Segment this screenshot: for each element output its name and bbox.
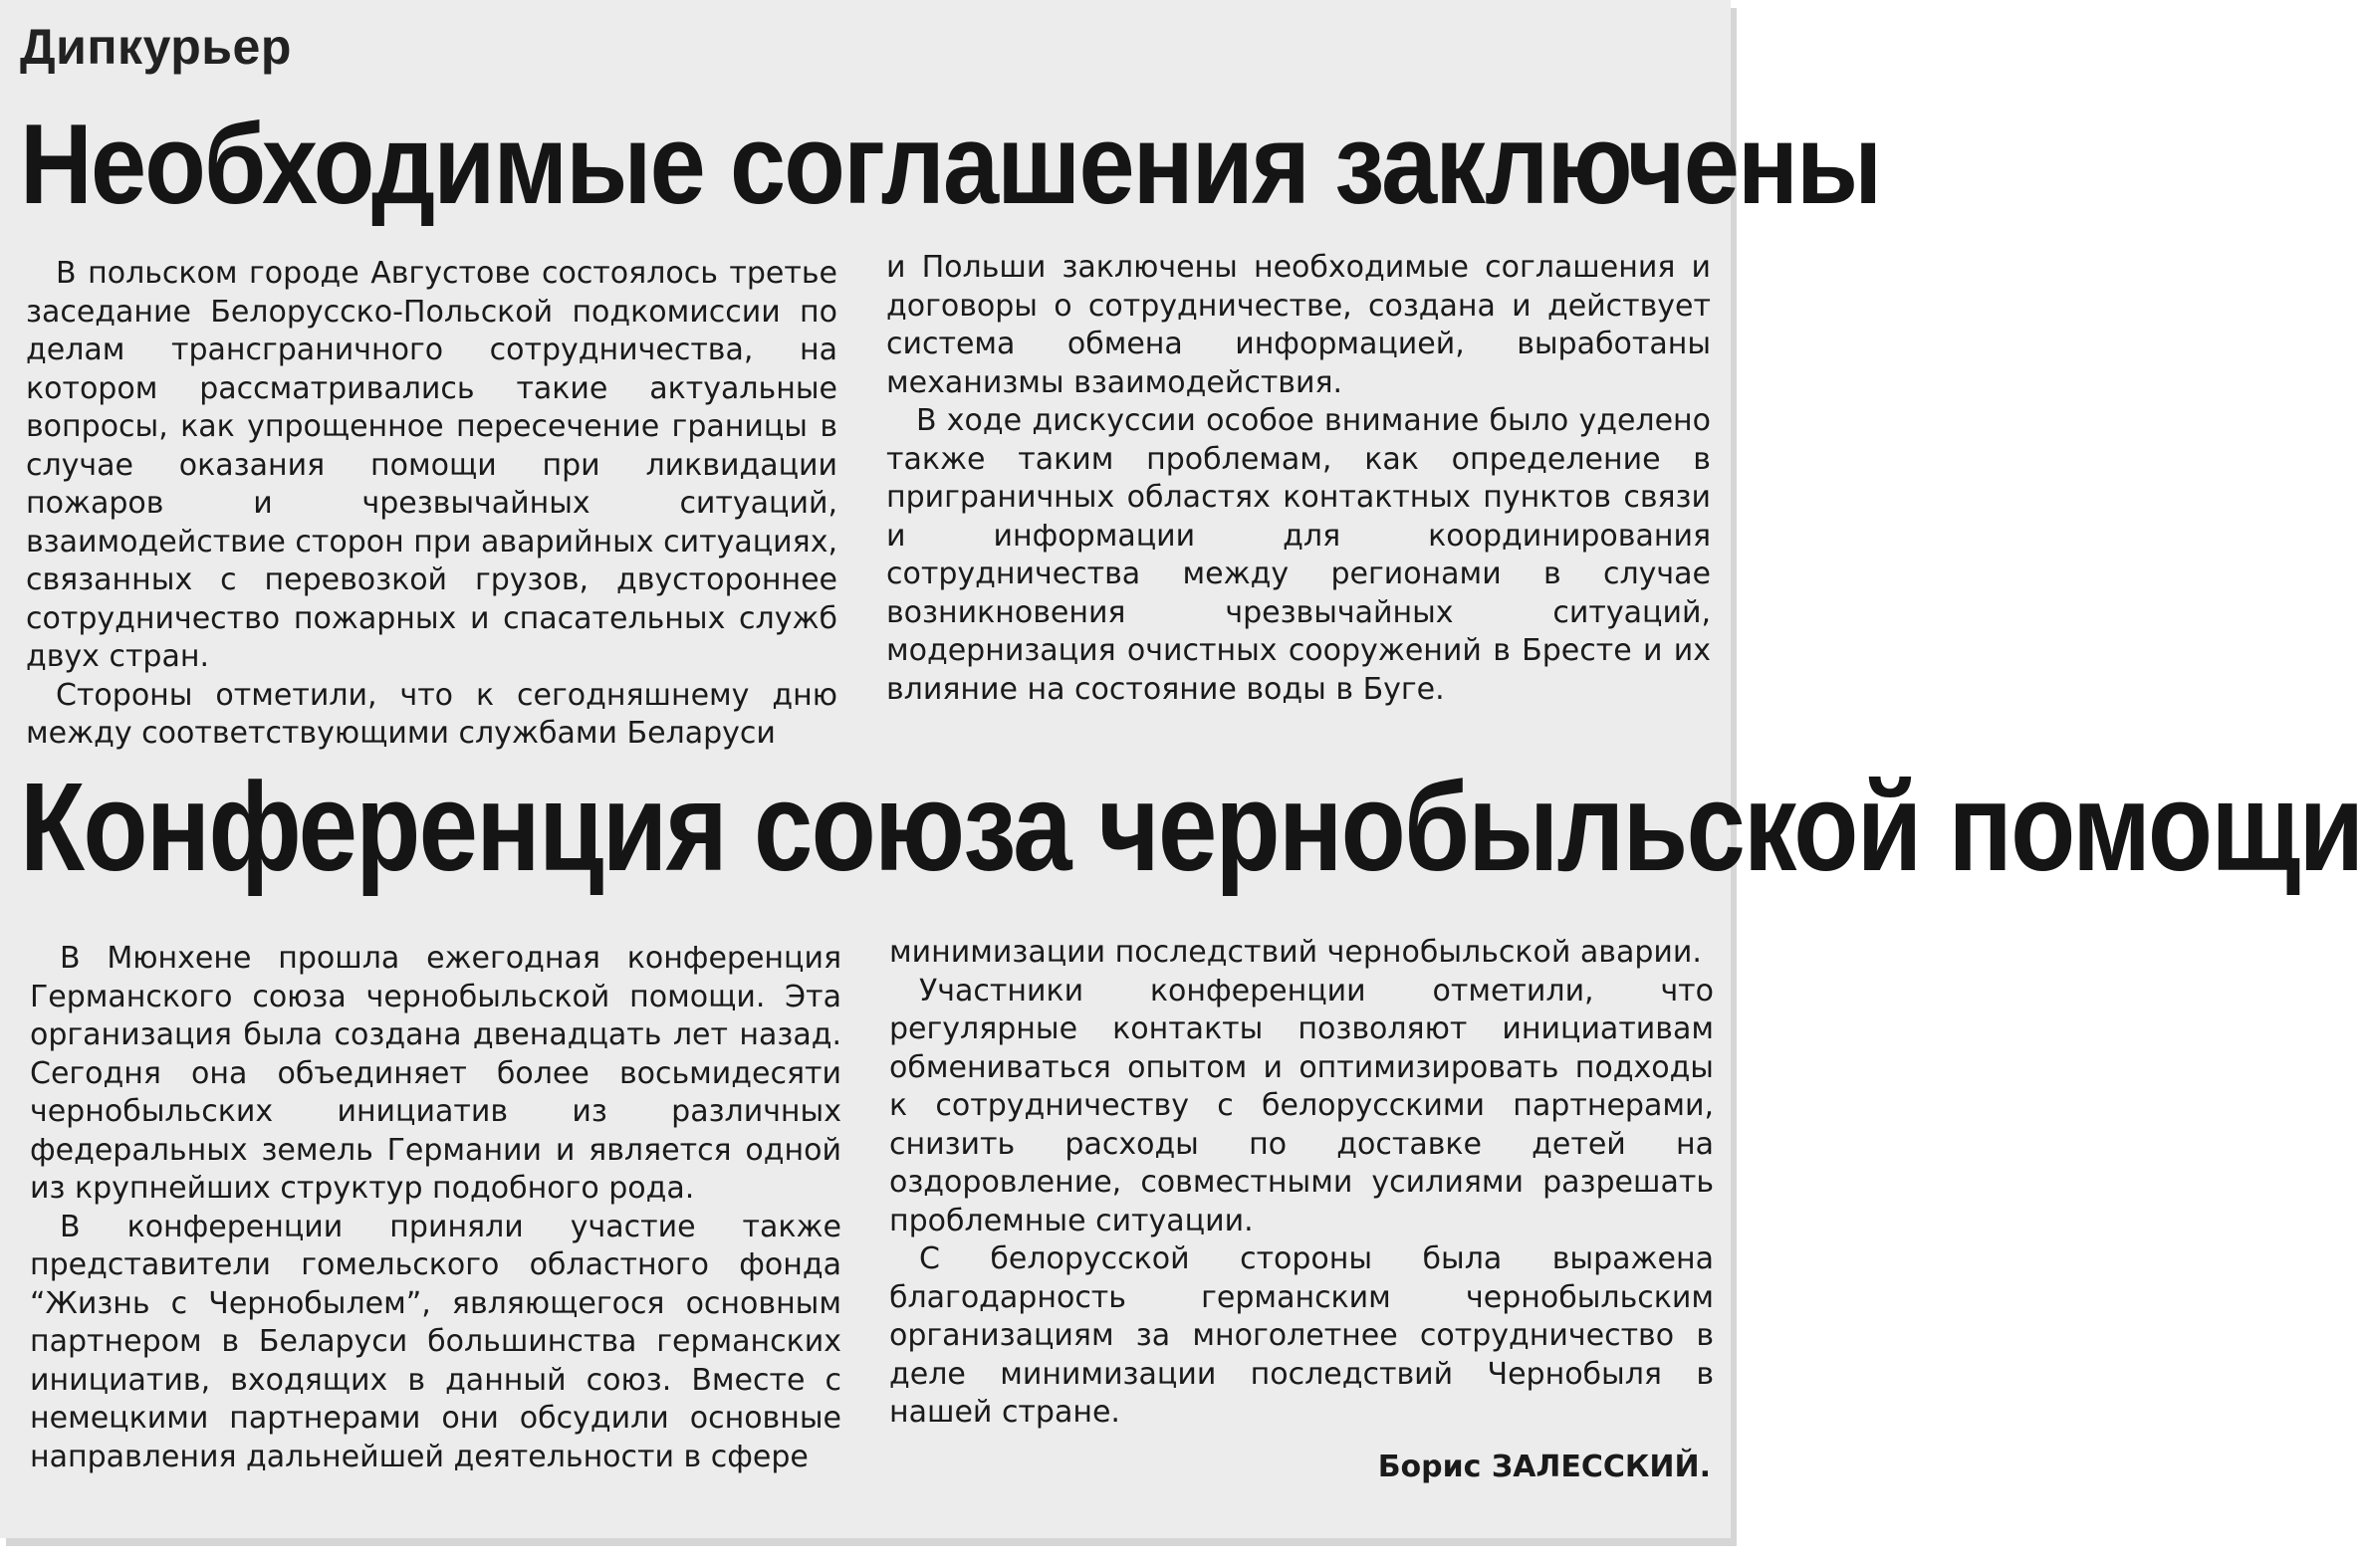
headline-conference: Конференция союза чернобыльской помощи	[20, 757, 2362, 898]
article2-left-column	[30, 940, 841, 1476]
article2-paragraph: В Мюнхене прошла ежегодная конференция Германского союза чернобыльской помощи. Эта организация была создана двенадцать лет назад. Сегодня она объединяет более восьмидесяти чернобыльских инициатив из различных федеральных земель Германии и является одной из крупнейших структур подобного рода.	[30, 941, 841, 1206]
article2-paragraph: Участники конференции отметили, что регулярные контакты позволяют инициативам обмениваться опытом и оптимизировать подходы к сотрудничеству с белорусскими партнерами, снизить расходы по доставке детей на оздоровление, совместными усилиями разрешать проблемные ситуации.	[889, 973, 1714, 1238]
article2-paragraph: минимизации последствий чернобыльской аварии.	[889, 935, 1702, 970]
article2-right-column	[889, 934, 1714, 1433]
article1-left-column	[26, 255, 837, 754]
headline-agreements: Необходимые соглашения заключены	[20, 100, 1881, 228]
article2-paragraph: С белорусской стороны была выражена благодарность германским чернобыльским организациям за многолетнее сотрудничество в деле минимизации последствий Чернобыля в нашей стране.	[889, 1241, 1714, 1430]
article1-paragraph: В ходе дискуссии особое внимание было уделено также таким проблемам, как определение в приграничных областях контактных пунктов связи и информации для координирования сотрудничества между регионами в случае возникновения чрезвычайных ситуаций, модернизация очистных сооружений в Бресте и их влияние на состояние воды в Буге.	[886, 403, 1711, 707]
section-rubric: Дипкурьер	[20, 19, 292, 75]
article2-paragraph: В конференции приняли участие также представители гомельского областного фонда “Жизнь с Чернобылем”, являющегося основным партнером в Беларуси большинства германских инициатив, входящих в данный союз. Вместе с немецкими партнерами они обсудили основные направления дальнейшей деятельности в сфере	[30, 1209, 841, 1474]
article1-paragraph: и Польши заключены необходимые соглашения и договоры о сотрудничестве, создана и действует система обмена информацией, выработаны механизмы взаимодействия.	[886, 250, 1711, 400]
article1-paragraph: Стороны отметили, что к сегодняшнему дню между соответствующими службами Беларуси	[26, 677, 837, 751]
author-byline: Борис ЗАЛЕССКИЙ.	[1377, 1450, 1711, 1484]
article1-paragraph: В польском городе Августове состоялось третье заседание Белорусско-Польской подкомиссии по делам трансграничного сотрудничества, на котором рассматривались такие актуальные вопросы, как упрощенное пересечение границы в случае оказания помощи при ликвидации пожаров и чрезвычайных ситуаций, взаимодействие сторон при аварийных ситуациях, связанных с перевозкой грузов, двустороннее сотрудничество пожарных и спасательных служб двух стран.	[26, 256, 837, 674]
article1-right-column	[886, 249, 1711, 709]
